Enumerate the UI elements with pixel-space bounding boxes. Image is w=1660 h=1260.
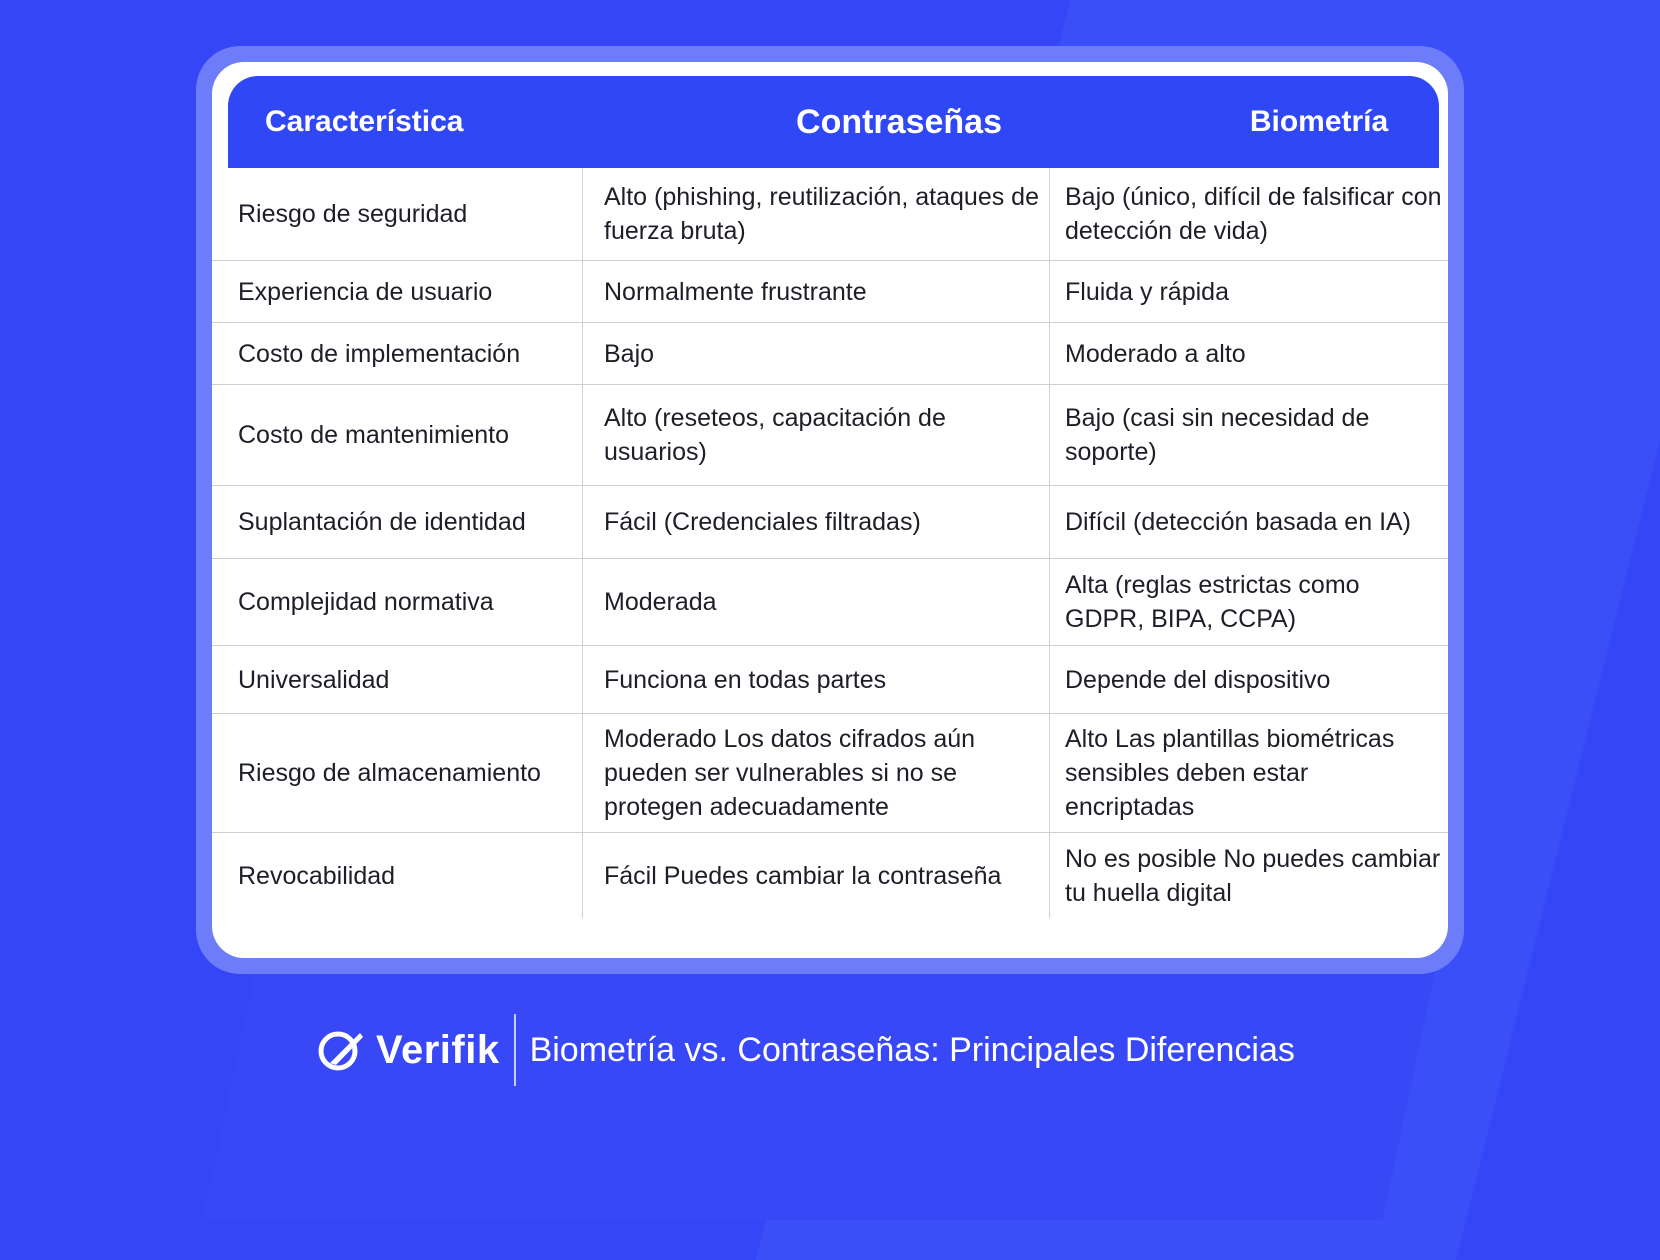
cell-feature: Riesgo de almacenamiento: [212, 714, 583, 832]
table-body: [212, 168, 1448, 918]
cell-passwords: Alto (reseteos, capacitación de usuarios): [583, 385, 1050, 485]
cell-feature: Universalidad: [212, 646, 583, 713]
background-shape: [202, 960, 1437, 1220]
table-row: [212, 486, 1448, 559]
cell-passwords: Moderada: [583, 559, 1050, 645]
cell-biometrics: Fluida y rápida: [1065, 277, 1229, 306]
cell-feature: Complejidad normativa: [212, 559, 583, 645]
cell-biometrics: No es posible No puedes cambiar tu huella digital: [1065, 844, 1441, 907]
cell-biometrics: Depende del dispositivo: [1065, 665, 1331, 694]
cell-biometrics: Alto Las plantillas biométricas sensibles deben estar encriptadas: [1065, 725, 1395, 821]
table-row: [212, 323, 1448, 385]
cell-passwords: Funciona en todas partes: [583, 646, 1050, 713]
cell-feature: Costo de implementación: [212, 323, 583, 384]
cell-feature: Revocabilidad: [212, 833, 583, 918]
cell-biometrics: Difícil (detección basada en IA): [1065, 508, 1412, 536]
header-caracteristica: Característica: [265, 105, 464, 138]
table-row: [212, 646, 1448, 714]
table-row: [212, 168, 1448, 261]
comparison-table: [212, 62, 1448, 958]
cell-biometrics: Alta (reglas estrictas como GDPR, BIPA, CCPA): [1065, 571, 1360, 633]
table-row: [212, 833, 1448, 918]
cell-passwords: Bajo: [583, 323, 1050, 384]
cell-feature: Costo de mantenimiento: [212, 385, 583, 485]
table-header: [228, 76, 1439, 168]
cell-feature: Experiencia de usuario: [212, 261, 583, 322]
cell-passwords: Fácil (Credenciales filtradas): [583, 486, 1050, 558]
cell-biometrics: Bajo (único, difícil de falsificar con detección de vida): [1065, 183, 1442, 245]
footer-divider: [514, 1014, 516, 1086]
brand-name: Verifik: [376, 1027, 500, 1072]
cell-biometrics: Bajo (casi sin necesidad de soporte): [1065, 404, 1370, 466]
header-biometria: Biometría: [1249, 105, 1389, 138]
verifik-logo-icon: [316, 1025, 366, 1075]
header-contrasenas: Contraseñas: [796, 103, 1002, 141]
cell-passwords: Moderado Los datos cifrados aún pueden ser vulnerables si no se protegen adecuadamente: [583, 714, 1050, 832]
cell-passwords: Normalmente frustrante: [583, 261, 1050, 322]
cell-feature: Riesgo de seguridad: [212, 168, 583, 260]
cell-feature: Suplantación de identidad: [212, 486, 583, 558]
footer-title: Biometría vs. Contraseñas: Principales Diferencias: [529, 1030, 1295, 1069]
cell-biometrics: Moderado a alto: [1065, 339, 1246, 368]
table-row: [212, 385, 1448, 486]
footer: [316, 1010, 1295, 1090]
table-row: [212, 714, 1448, 833]
table-row: [212, 261, 1448, 323]
cell-passwords: Fácil Puedes cambiar la contraseña: [583, 833, 1050, 918]
table-row: [212, 559, 1448, 646]
cell-passwords: Alto (phishing, reutilización, ataques de fuerza bruta): [583, 168, 1050, 260]
